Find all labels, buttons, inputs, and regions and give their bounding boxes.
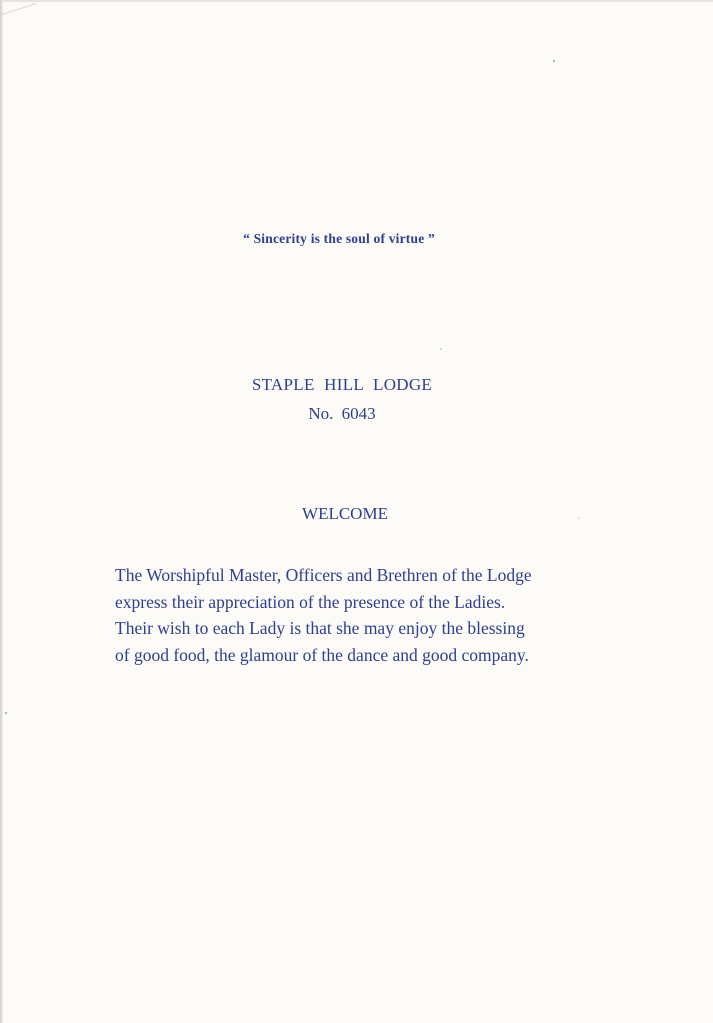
paper-speck (440, 348, 442, 350)
lodge-name: STAPLE HILL LODGE (251, 375, 433, 394)
paragraph-line: express their appreciation of the presence of the Ladies. (115, 591, 506, 612)
paragraph-line: Their wish to each Lady is that she may enjoy the blessing (115, 618, 525, 638)
welcome-paragraph (115, 562, 585, 668)
paragraph-line: The Worshipful Master, Officers and Brethren of the Lodge (115, 565, 532, 585)
lodge-number: No. 6043 (308, 404, 376, 423)
paper-speck (5, 712, 7, 714)
motto-quote: “ Sincerity is the soul of virtue ” (243, 231, 435, 246)
page-top-edge (0, 0, 713, 2)
paper-speck (553, 60, 555, 62)
page-corner-crease (2, 0, 36, 15)
welcome-heading: WELCOME (302, 504, 388, 523)
paragraph-line: of good food, the glamour of the dance and good company. (115, 644, 529, 665)
